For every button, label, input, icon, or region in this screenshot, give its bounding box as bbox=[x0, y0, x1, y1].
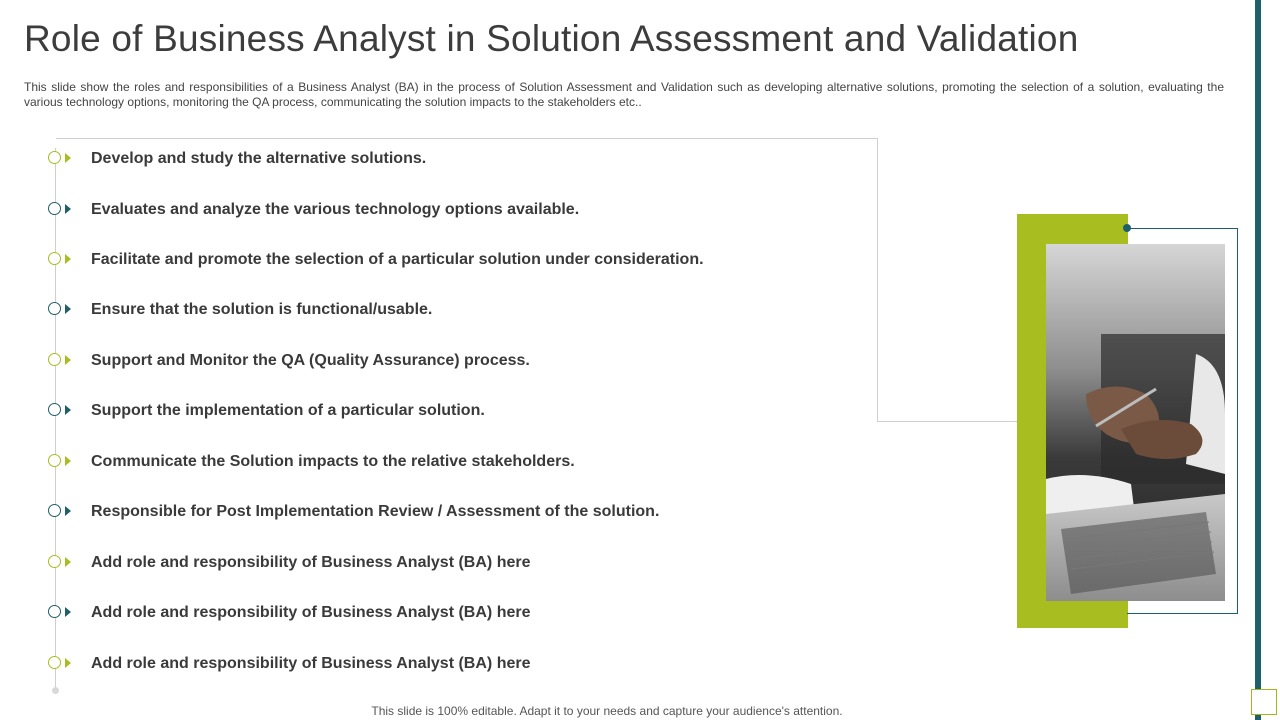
list-item-label: Develop and study the alternative solutions. bbox=[91, 150, 427, 167]
bullet-arrow-icon bbox=[65, 506, 71, 516]
teal-connector-dot bbox=[1123, 224, 1131, 232]
bullet-circle-icon bbox=[48, 504, 61, 517]
bullet-arrow-icon bbox=[65, 557, 71, 567]
bullet-circle-icon bbox=[48, 202, 61, 215]
bullet-circle-icon bbox=[48, 454, 61, 467]
bullet-arrow-icon bbox=[65, 355, 71, 365]
list-item-label: Facilitate and promote the selection of a particular solution under consideration. bbox=[91, 251, 704, 268]
bullet-arrow-icon bbox=[65, 153, 71, 163]
bullet-arrow-icon bbox=[65, 254, 71, 264]
bullet-arrow-icon bbox=[65, 456, 71, 466]
bullet-circle-icon bbox=[48, 151, 61, 164]
footer-note: This slide is 100% editable. Adapt it to your needs and capture your audience's attention. bbox=[371, 704, 843, 718]
bullet-circle-icon bbox=[48, 605, 61, 618]
bullet-arrow-icon bbox=[65, 204, 71, 214]
bullet-circle-icon bbox=[48, 252, 61, 265]
list-item-label: Add role and responsibility of Business Analyst (BA) here bbox=[91, 554, 531, 571]
list-item-label: Ensure that the solution is functional/usable. bbox=[91, 301, 433, 318]
business-analyst-photo bbox=[1046, 244, 1225, 601]
bullet-circle-icon bbox=[48, 353, 61, 366]
timeline-end-dot bbox=[52, 687, 59, 694]
right-accent-bar bbox=[1255, 0, 1261, 720]
list-item-label: Support the implementation of a particular solution. bbox=[91, 402, 485, 419]
list-item-label: Responsible for Post Implementation Review / Assessment of the solution. bbox=[91, 503, 660, 520]
list-item-label: Add role and responsibility of Business Analyst (BA) here bbox=[91, 604, 531, 621]
list-frame bbox=[56, 138, 878, 422]
corner-square-decoration bbox=[1251, 689, 1277, 715]
bullet-circle-icon bbox=[48, 656, 61, 669]
bullet-arrow-icon bbox=[65, 658, 71, 668]
photo-illustration bbox=[1046, 244, 1225, 601]
bullet-arrow-icon bbox=[65, 304, 71, 314]
bullet-circle-icon bbox=[48, 403, 61, 416]
slide-title: Role of Business Analyst in Solution Assessment and Validation bbox=[24, 18, 1079, 59]
slide-subtitle: This slide show the roles and responsibilities of a Business Analyst (BA) in the process of Solution Assessment and Validation such as developing alternative solutions, promoting the selection of a solution, evaluating the various technology options, monitoring the QA process, communicating the solution impacts to the stakeholders etc.. bbox=[24, 80, 1224, 109]
bullet-arrow-icon bbox=[65, 405, 71, 415]
list-item-label: Evaluates and analyze the various technology options available. bbox=[91, 201, 580, 218]
bullet-circle-icon bbox=[48, 555, 61, 568]
list-item-label: Add role and responsibility of Business Analyst (BA) here bbox=[91, 655, 531, 672]
list-item-label: Support and Monitor the QA (Quality Assurance) process. bbox=[91, 352, 530, 369]
bullet-circle-icon bbox=[48, 302, 61, 315]
frame-connector-line bbox=[877, 421, 1017, 422]
bullet-arrow-icon bbox=[65, 607, 71, 617]
list-item-label: Communicate the Solution impacts to the relative stakeholders. bbox=[91, 453, 575, 470]
